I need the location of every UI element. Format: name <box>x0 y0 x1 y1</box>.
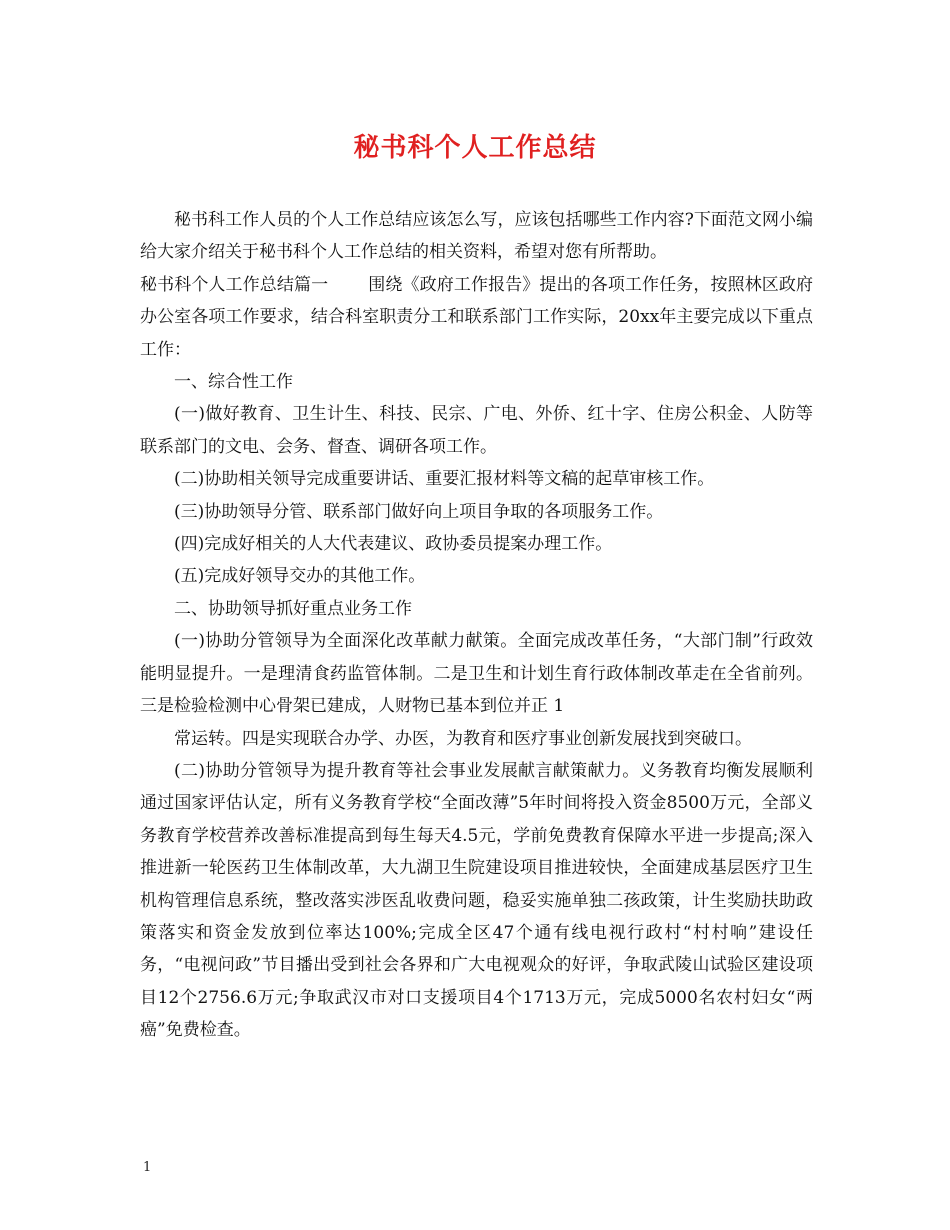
item-paragraph: (五)完成好领导交办的其他工作。 <box>174 566 426 587</box>
item-paragraph: (四)完成好相关的人大代表建议、政协委员提案办理工作。 <box>174 534 613 555</box>
item-paragraph: (一)做好教育、卫生计生、科技、民宗、广电、外侨、红十字、住房公积金、人防等联系部门的文电、会务、督查、调研各项工作。 <box>140 404 813 457</box>
section-paragraph <box>140 269 813 366</box>
item-paragraph: 常运转。四是实现联合办学、办医，为教育和医疗事业创新发展找到突破口。 <box>174 728 752 749</box>
item-paragraph: (三)协助领导分管、联系部门做好向上项目争取的各项服务工作。 <box>174 501 664 522</box>
heading-key-business-work: 二、协助领导抓好重点业务工作 <box>174 598 412 619</box>
page-number: 1 <box>143 1160 152 1175</box>
item-paragraph: (二)协助相关领导完成重要讲话、重要汇报材料等文稿的起草审核工作。 <box>174 469 715 490</box>
intro-paragraph: 秘书科工作人员的个人工作总结应该怎么写，应该包括哪些工作内容?下面范文网小编给大家介绍关于秘书科个人工作总结的相关资料，希望对您有所帮助。 <box>140 210 813 263</box>
section-text: 围绕《政府工作报告》提出的各项工作任务，按照林区政府办公室各项工作要求，结合科室职责分工和联系部门工作实际，20xx年主要完成以下重点工作： <box>140 274 814 360</box>
document-title: 秘书科个人工作总结 <box>353 133 597 163</box>
item-paragraph: (二)协助分管领导为提升教育等社会事业发展献言献策献力。义务教育均衡发展顺利通过国家评估认定，所有义务教育学校“全面改薄”5年时间将投入资金8500万元，全部义务教育学校营养改善标准提高到每生每天4.5元，学前免费教育保障水平进一步提高;深入推进新一轮医药卫生体制改革，大九湖卫生院建设项目推进较快，全面建成基层医疗卫生机构管理信息系统，整改落实涉医乱收费问题，稳妥实施单独二孩政策，计生奖励扶助政策落实和资金发放到位率达100%;完成全区47个通有线电视行政村“村村响”建设任务，“电视问政”节目播出受到社会各界和广大电视观众的好评，争取武陵山试验区建设项目12个2756.6万元;争取武汉市对口支援项目4个1713万元，完成5000名农村妇女“两癌”免费检查。 <box>140 760 813 1041</box>
document-body <box>140 204 813 1047</box>
item-paragraph: (一)协助分管领导为全面深化改革献力献策。全面完成改革任务，“大部门制”行政效能明显提升。一是理清食药监管体制。二是卫生和计划生育行政体制改革走在全省前列。三是检验检测中心骨架已建成，人财物已基本到位并正 1 <box>140 631 813 717</box>
heading-comprehensive-work: 一、综合性工作 <box>174 372 293 393</box>
section-lead: 秘书科个人工作总结篇一 <box>140 274 329 295</box>
